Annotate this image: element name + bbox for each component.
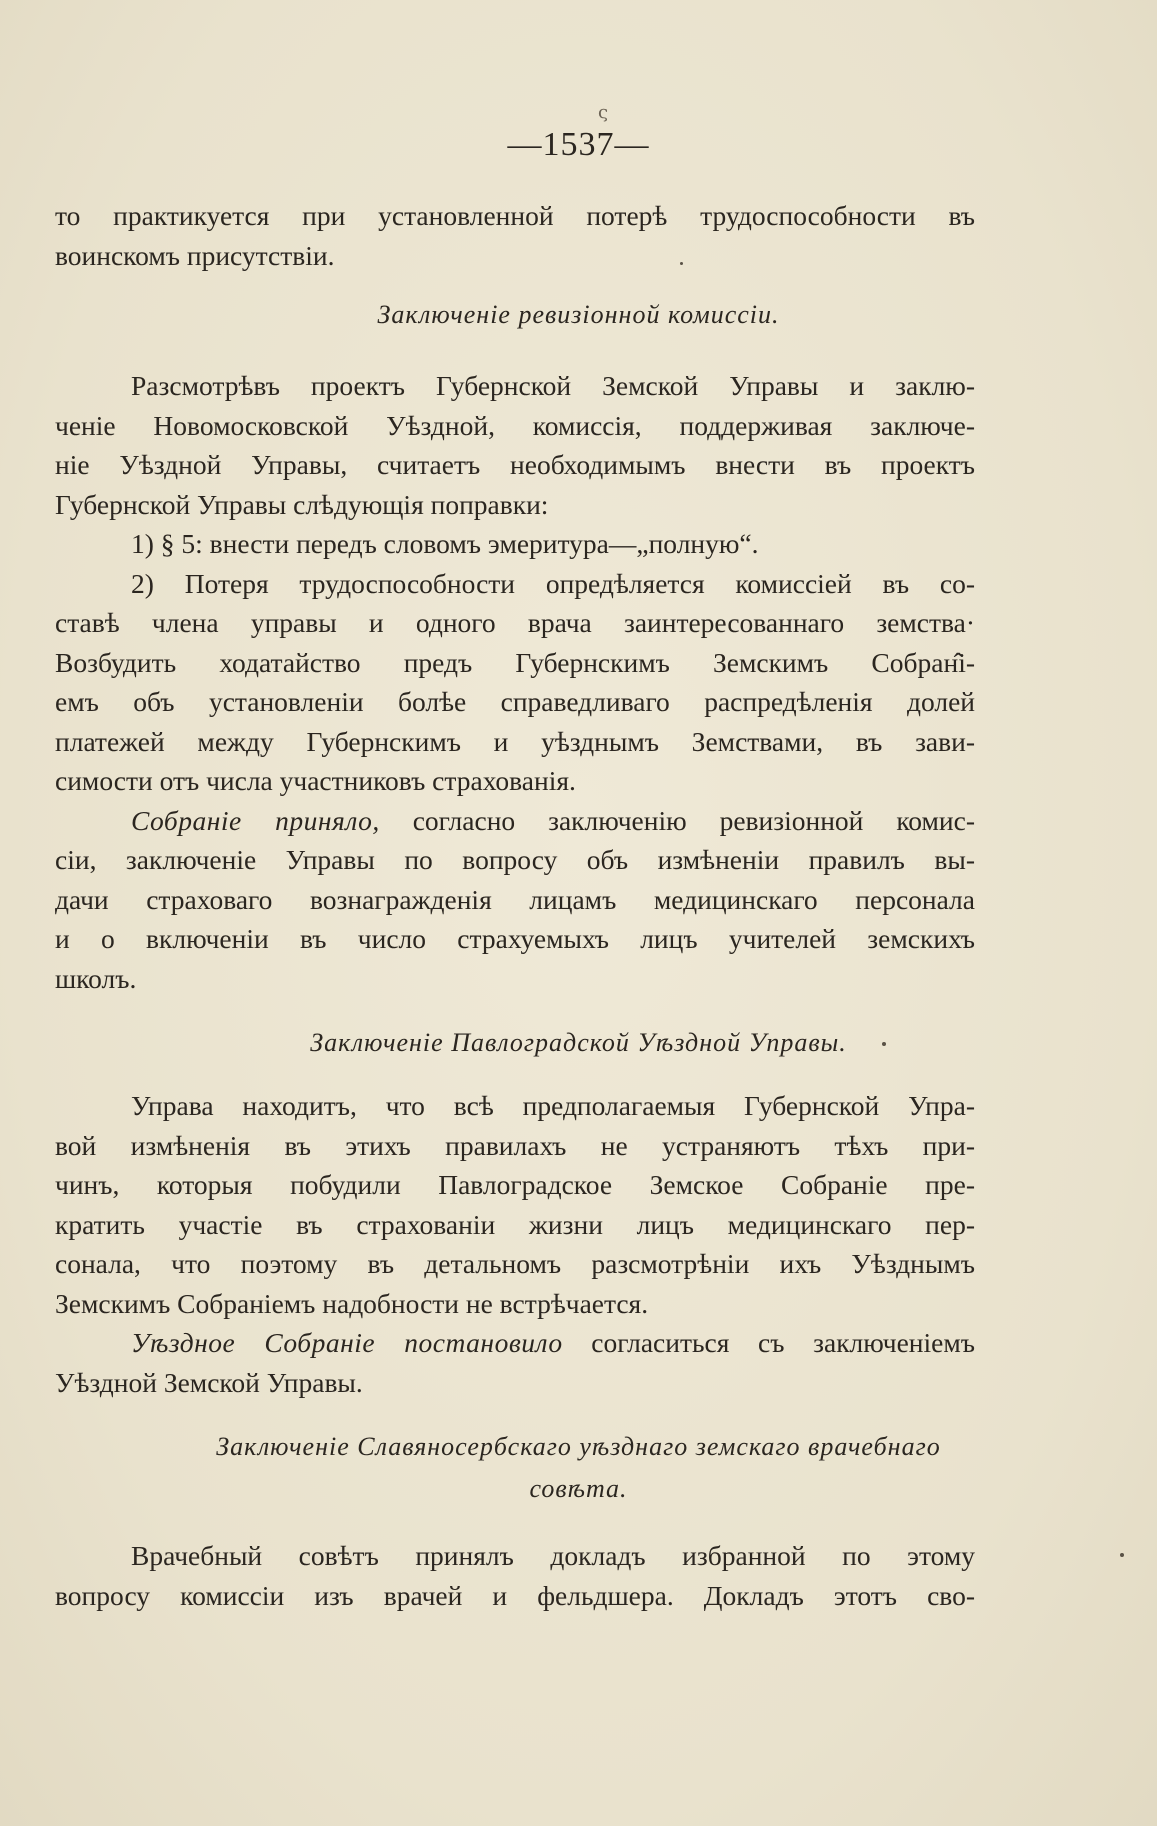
text-fragment: согласиться съ заключеніемъ: [591, 1327, 975, 1358]
text-line: вой измѣненія въ этихъ правилахъ не устраняютъ тѣхъ при-: [55, 1129, 975, 1161]
print-speck: [680, 262, 683, 265]
text-line: 2) Потеря трудоспособности опредѣляется комиссіей въ со-: [131, 567, 975, 599]
text-line: Управа находитъ, что всѣ предполагаемыя Губернской Упра-: [131, 1090, 975, 1121]
text-line: Уѣздной Земской Управы.: [55, 1366, 363, 1398]
print-speck: [1120, 1553, 1124, 1557]
text-line: ченіе Новомосковской Уѣздной, комиссія, поддерживая заключе-: [55, 409, 975, 441]
page-number: —1537—: [507, 126, 650, 163]
paragraph-pavlograd: [55, 1086, 975, 1402]
italic-lead: Уѣздное Собраніе постановило: [131, 1327, 563, 1358]
text-line: емъ объ установленіи болѣе справедливаго распредѣленія долей: [55, 686, 975, 717]
section-heading-slavyanoserbsk-line2: совѣта.: [529, 1474, 628, 1503]
text-line: ніе Уѣздной Управы, считаетъ необходимымъ внести въ проектъ: [55, 449, 975, 480]
print-mark: ς: [598, 102, 609, 123]
text-line: [55, 1323, 975, 1363]
text-line: платежей между Губернскимъ и уѣзднымъ Земствами, въ зави-: [55, 725, 975, 757]
text-line: Врачебный совѣтъ принялъ докладъ избранной по этому: [131, 1540, 975, 1571]
text-line: [55, 801, 975, 841]
text-line: воинскомъ присутствіи.: [55, 239, 335, 271]
text-line: Возбудить ходатайство предъ Губернскимъ Земскимъ Собран̂і-: [55, 646, 975, 678]
text-line: ставѣ члена управы и одного врача заинтересованнаго земства·: [55, 607, 975, 638]
text-line: школъ.: [55, 962, 137, 994]
text-line: 1) § 5: внести передъ словомъ эмеритура—„полную“.: [131, 528, 759, 559]
text-line: симости отъ числа участниковъ страхованія.: [55, 765, 576, 796]
paragraph-medical-council: [55, 1536, 975, 1615]
text-line: дачи страховаго вознагражденія лицамъ медицинскаго персонала: [55, 883, 975, 915]
text-line: чинъ, которыя побудили Павлоградское Земское Собраніе пре-: [55, 1169, 975, 1200]
text-line: вопросу комиссіи изъ врачей и фельдшера. Докладъ этотъ сво-: [55, 1579, 975, 1611]
text-line: то практикуется при установленной потерѣ трудоспособности въ: [55, 200, 975, 231]
section-heading-slavyanoserbsk: Заключеніе Славяносербскаго уѣзднаго земскаго врачебнаго: [216, 1432, 941, 1461]
section-heading-pavlograd: Заключеніе Павлоградской Уѣздной Управы.: [310, 1028, 847, 1057]
text-line: кратить участіе въ страхованіи жизни лицъ медицинскаго пер-: [55, 1208, 975, 1240]
text-line: Земскимъ Собраніемъ надобности не встрѣчается.: [55, 1287, 649, 1319]
text-line: сонала, что поэтому въ детальномъ разсмотрѣніи ихъ Уѣзднымъ: [55, 1248, 975, 1279]
print-speck: [882, 1042, 886, 1046]
text-line: и о включеніи въ число страхуемыхъ лицъ учителей земскихъ: [55, 923, 975, 954]
paragraph-continuation: [55, 196, 975, 275]
italic-lead: Собраніе приняло,: [131, 804, 380, 836]
text-line: Губернской Управы слѣдующія поправки:: [55, 488, 549, 520]
text-line: сіи, заключеніе Управы по вопросу объ измѣненіи правилъ вы-: [55, 844, 975, 875]
text-line: Разсмотрѣвъ проектъ Губернской Земской Управы и заклю-: [131, 370, 975, 401]
text-fragment: согласно заключенію ревизіонной комис-: [412, 804, 975, 836]
section-heading-revision: Заключеніе ревизіонной комиссіи.: [377, 300, 780, 329]
paragraph-revision: [55, 366, 975, 998]
